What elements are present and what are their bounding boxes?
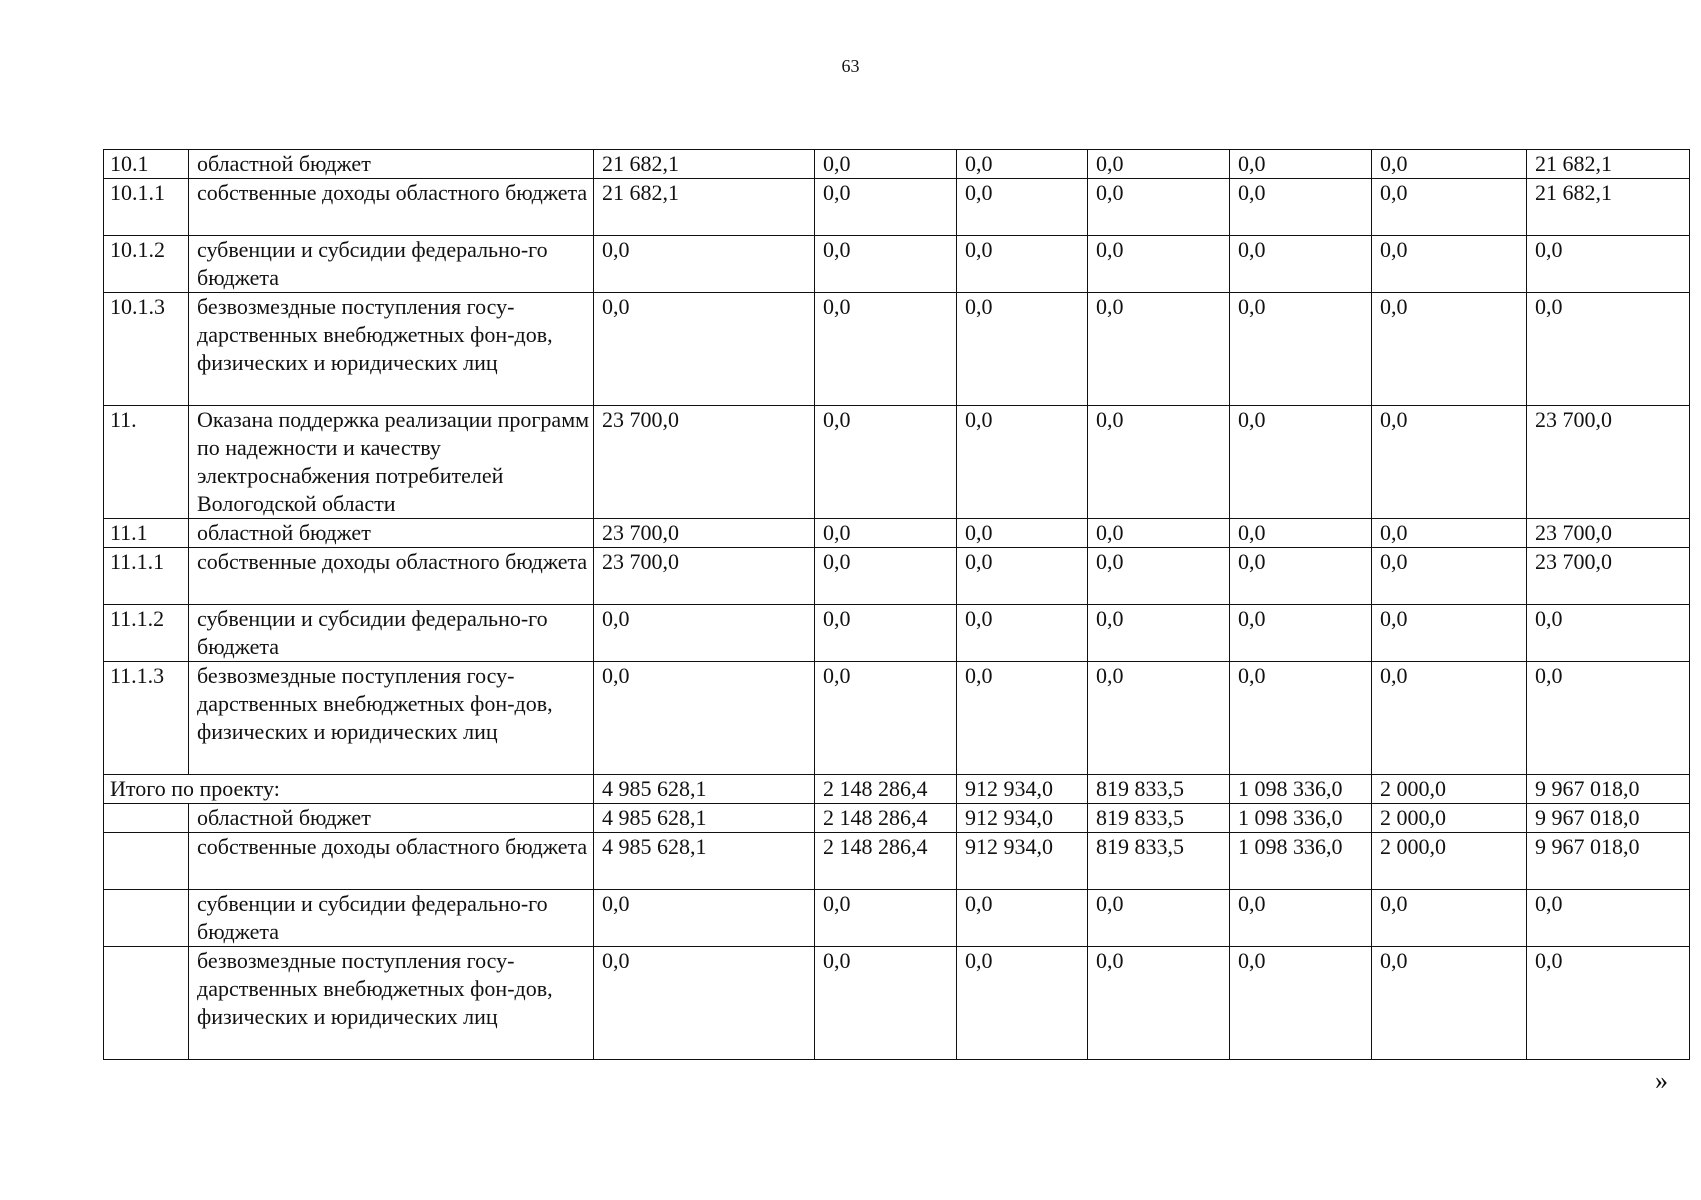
- row-name: Оказана поддержка реализации программ по надежности и качеству электроснабжения потребителей Вологодской области: [189, 406, 594, 519]
- row-name: субвенции и субсидии федерально-го бюджета: [189, 236, 594, 293]
- closing-quote-mark: »: [1655, 1066, 1668, 1095]
- value-cell: 0,0: [594, 605, 815, 662]
- empty-code-cell: [104, 947, 189, 1060]
- value-cell: 0,0: [1527, 662, 1690, 775]
- table-row: [104, 150, 1690, 179]
- value-cell: 0,0: [1527, 236, 1690, 293]
- value-cell: 0,0: [957, 179, 1088, 236]
- row-code: 10.1.1: [104, 179, 189, 236]
- total-subrow: [104, 890, 1690, 947]
- budget-table: [103, 149, 1690, 1060]
- value-cell: 0,0: [1372, 662, 1527, 775]
- value-cell: 1 098 336,0: [1230, 833, 1372, 890]
- value-cell: 0,0: [1372, 519, 1527, 548]
- table-row: [104, 179, 1690, 236]
- value-cell: 2 148 286,4: [815, 833, 957, 890]
- value-cell: 0,0: [1230, 947, 1372, 1060]
- table-row: [104, 548, 1690, 605]
- value-cell: 2 148 286,4: [815, 804, 957, 833]
- value-cell: 0,0: [957, 406, 1088, 519]
- value-cell: 0,0: [815, 519, 957, 548]
- value-cell: 0,0: [815, 236, 957, 293]
- value-cell: 0,0: [1372, 179, 1527, 236]
- row-code: 10.1.2: [104, 236, 189, 293]
- total-label: Итого по проекту:: [104, 775, 594, 804]
- total-row: [104, 775, 1690, 804]
- value-cell: 0,0: [957, 662, 1088, 775]
- value-cell: 23 700,0: [1527, 519, 1690, 548]
- value-cell: 0,0: [1372, 605, 1527, 662]
- value-cell: 0,0: [594, 947, 815, 1060]
- value-cell: 0,0: [1527, 293, 1690, 406]
- value-cell: 2 000,0: [1372, 804, 1527, 833]
- value-cell: 9 967 018,0: [1527, 804, 1690, 833]
- value-cell: 0,0: [1372, 293, 1527, 406]
- value-cell: 0,0: [1230, 605, 1372, 662]
- value-cell: 0,0: [594, 662, 815, 775]
- value-cell: 4 985 628,1: [594, 775, 815, 804]
- total-subrow: [104, 804, 1690, 833]
- value-cell: 819 833,5: [1088, 775, 1230, 804]
- row-name: областной бюджет: [189, 150, 594, 179]
- row-code: 10.1: [104, 150, 189, 179]
- value-cell: 0,0: [594, 236, 815, 293]
- table-row: [104, 662, 1690, 775]
- value-cell: 0,0: [957, 519, 1088, 548]
- value-cell: 0,0: [957, 150, 1088, 179]
- table-row: [104, 293, 1690, 406]
- row-name: безвозмездные поступления госу-дарственных внебюджетных фон-дов, физических и юридических лиц: [189, 293, 594, 406]
- value-cell: 0,0: [1527, 947, 1690, 1060]
- value-cell: 0,0: [1230, 179, 1372, 236]
- value-cell: 0,0: [1372, 236, 1527, 293]
- page-number: 63: [841, 56, 860, 76]
- value-cell: 0,0: [815, 179, 957, 236]
- row-name: областной бюджет: [189, 519, 594, 548]
- value-cell: 4 985 628,1: [594, 804, 815, 833]
- value-cell: 0,0: [1527, 605, 1690, 662]
- value-cell: 0,0: [1372, 406, 1527, 519]
- value-cell: 0,0: [957, 236, 1088, 293]
- value-cell: 0,0: [1230, 236, 1372, 293]
- value-cell: 2 000,0: [1372, 775, 1527, 804]
- value-cell: 23 700,0: [594, 406, 815, 519]
- value-cell: 0,0: [1230, 150, 1372, 179]
- value-cell: 0,0: [1372, 890, 1527, 947]
- value-cell: 0,0: [1372, 150, 1527, 179]
- table-row: [104, 236, 1690, 293]
- value-cell: 21 682,1: [1527, 179, 1690, 236]
- value-cell: 912 934,0: [957, 833, 1088, 890]
- value-cell: 819 833,5: [1088, 833, 1230, 890]
- value-cell: 0,0: [957, 947, 1088, 1060]
- row-name: собственные доходы областного бюджета: [189, 833, 594, 890]
- value-cell: 0,0: [1230, 406, 1372, 519]
- value-cell: 2 148 286,4: [815, 775, 957, 804]
- row-code: 10.1.3: [104, 293, 189, 406]
- value-cell: 0,0: [815, 605, 957, 662]
- row-name: собственные доходы областного бюджета: [189, 548, 594, 605]
- row-code: 11.1.1: [104, 548, 189, 605]
- row-name: безвозмездные поступления госу-дарственных внебюджетных фон-дов, физических и юридических лиц: [189, 662, 594, 775]
- total-subrow: [104, 947, 1690, 1060]
- row-name: субвенции и субсидии федерально-го бюджета: [189, 605, 594, 662]
- empty-code-cell: [104, 804, 189, 833]
- value-cell: 0,0: [1527, 890, 1690, 947]
- value-cell: 1 098 336,0: [1230, 775, 1372, 804]
- value-cell: 0,0: [1230, 519, 1372, 548]
- table-row: [104, 406, 1690, 519]
- value-cell: 0,0: [1088, 890, 1230, 947]
- row-code: 11.1.2: [104, 605, 189, 662]
- value-cell: 912 934,0: [957, 804, 1088, 833]
- value-cell: 912 934,0: [957, 775, 1088, 804]
- value-cell: 0,0: [815, 406, 957, 519]
- value-cell: 0,0: [1088, 548, 1230, 605]
- row-name: областной бюджет: [189, 804, 594, 833]
- value-cell: 23 700,0: [1527, 406, 1690, 519]
- value-cell: 23 700,0: [1527, 548, 1690, 605]
- value-cell: 0,0: [815, 890, 957, 947]
- row-name: безвозмездные поступления госу-дарственных внебюджетных фон-дов, физических и юридических лиц: [189, 947, 594, 1060]
- value-cell: 9 967 018,0: [1527, 833, 1690, 890]
- value-cell: 23 700,0: [594, 548, 815, 605]
- value-cell: 2 000,0: [1372, 833, 1527, 890]
- value-cell: 0,0: [1372, 947, 1527, 1060]
- value-cell: 0,0: [815, 662, 957, 775]
- value-cell: 0,0: [957, 890, 1088, 947]
- value-cell: 819 833,5: [1088, 804, 1230, 833]
- row-code: 11.1: [104, 519, 189, 548]
- table-row: [104, 519, 1690, 548]
- value-cell: 0,0: [1088, 406, 1230, 519]
- value-cell: 0,0: [957, 605, 1088, 662]
- value-cell: 0,0: [1088, 947, 1230, 1060]
- row-code: 11.1.3: [104, 662, 189, 775]
- value-cell: 0,0: [1230, 293, 1372, 406]
- value-cell: 0,0: [1088, 605, 1230, 662]
- value-cell: 0,0: [594, 890, 815, 947]
- value-cell: 1 098 336,0: [1230, 804, 1372, 833]
- total-subrow: [104, 833, 1690, 890]
- value-cell: 0,0: [594, 293, 815, 406]
- value-cell: 0,0: [957, 293, 1088, 406]
- value-cell: 0,0: [1230, 662, 1372, 775]
- value-cell: 0,0: [1372, 548, 1527, 605]
- value-cell: 0,0: [815, 150, 957, 179]
- value-cell: 23 700,0: [594, 519, 815, 548]
- value-cell: 21 682,1: [594, 179, 815, 236]
- value-cell: 21 682,1: [1527, 150, 1690, 179]
- empty-code-cell: [104, 833, 189, 890]
- value-cell: 0,0: [1088, 236, 1230, 293]
- row-name: собственные доходы областного бюджета: [189, 179, 594, 236]
- row-code: 11.: [104, 406, 189, 519]
- table-row: [104, 605, 1690, 662]
- value-cell: 0,0: [1088, 519, 1230, 548]
- value-cell: 9 967 018,0: [1527, 775, 1690, 804]
- value-cell: 0,0: [957, 548, 1088, 605]
- value-cell: 0,0: [1088, 179, 1230, 236]
- empty-code-cell: [104, 890, 189, 947]
- value-cell: 4 985 628,1: [594, 833, 815, 890]
- row-name: субвенции и субсидии федерально-го бюджета: [189, 890, 594, 947]
- value-cell: 21 682,1: [594, 150, 815, 179]
- value-cell: 0,0: [815, 947, 957, 1060]
- value-cell: 0,0: [815, 293, 957, 406]
- value-cell: 0,0: [1088, 150, 1230, 179]
- value-cell: 0,0: [1088, 662, 1230, 775]
- value-cell: 0,0: [1230, 548, 1372, 605]
- value-cell: 0,0: [1230, 890, 1372, 947]
- value-cell: 0,0: [815, 548, 957, 605]
- value-cell: 0,0: [1088, 293, 1230, 406]
